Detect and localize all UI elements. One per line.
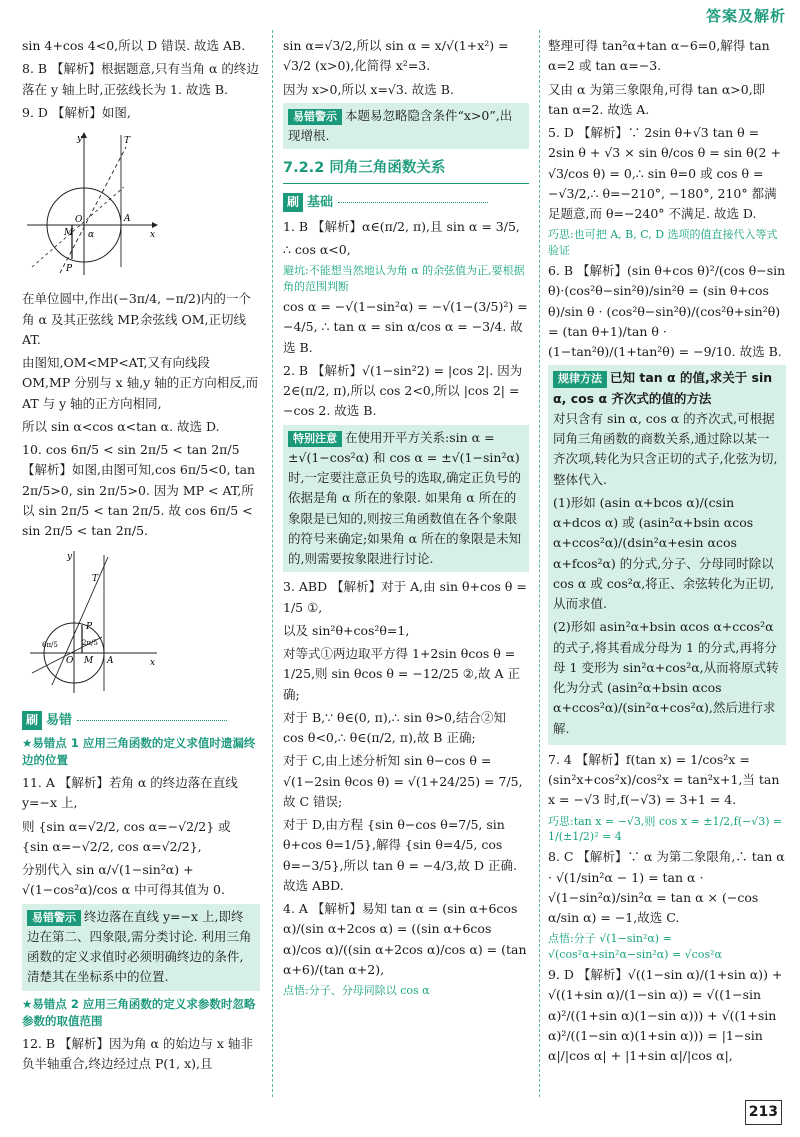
fig2-label: 2π/5 bbox=[82, 639, 98, 648]
answer-7: 7. 4 【解析】f(tan x) = 1/cos²x = (sin²x+cos²x)/cos²x = tan²x+1,当 tan x = −√3 时,f(−√3) = 3+1 = 4. bbox=[548, 751, 780, 808]
fig1-label: P bbox=[66, 264, 73, 274]
column-right bbox=[548, 36, 786, 1107]
answer-10: 10. cos 6π/5 < sin 2π/5 < tan 2π/5 【解析】如图,由图可知,cos 6π/5<0, tan 2π/5>0, sin 2π/5>0. 因为 MP < AT,所以 sin 2π/5 < tan 2π/5. 故 cos 6π/5 < sin 2π/5 < tan 2π/5. bbox=[22, 442, 256, 538]
fig1-label: O bbox=[75, 215, 83, 225]
tip-note: 点悟:分子 √(1−sin²α) = √(cos²α+sin²α−sin²α) = √cos²α bbox=[548, 932, 722, 961]
page-header-title: 答案及解析 bbox=[705, 7, 786, 25]
answer-8: 8. C 【解析】∵ α 为第二象限角,∴ tan α · √(1/sin²α − 1) = tan α · √(1−sin²α)/sin²α = tan α × (−cos α/sin α) = −1,故选 C. bbox=[548, 849, 785, 926]
method-text: 对只含有 sin α, cos α 的齐次式,可根据同角三角函数的商数关系,通过除以某一齐次项,转化为只含正切的式子,化弦为切,整体代入. bbox=[553, 410, 778, 487]
text-line: 因为 x>0,所以 x=√3. 故选 B. bbox=[283, 81, 454, 97]
attention-text: 在使用开平方关系:sin α = ±√(1−cos²α) 和 cos α = ±√(1−sin²α) 时,一定要注意正负号的选取,确定正负号的依据是角 α 所在的象限. 如果角 α 所在的象限是已知的,则按三角函数值在各个象限的符号来确定;如果角 α 所在的象限是未知的,则需要按象限进行讨论. bbox=[288, 429, 522, 567]
dotted-rule bbox=[338, 202, 488, 203]
text-line: 所以 sin α<cos α<tan α. 故选 D. bbox=[22, 418, 220, 434]
attention-box bbox=[283, 425, 529, 573]
answer-4: 4. A 【解析】易知 tan α = (sin α+6cos α)/(sin α+2cos α) = ((sin α+6cos α)/cos α)/((sin α+2cos α)/cos α) = (tan α+6)/(tan α+2), bbox=[283, 901, 527, 977]
answer-2: 2. B 【解析】√(1−sin²2) = |cos 2|. 因为 2∈(π/2, π),所以 cos 2<0,所以 |cos 2| = −cos 2. 故选 B. bbox=[283, 362, 523, 419]
column-divider bbox=[272, 30, 273, 1097]
page-number: 213 bbox=[745, 1100, 782, 1125]
text-line: 对于 D,由方程 {sin θ−cos θ=7/5, sin θ+cos θ=1/5},解得 {sin θ=4/5, cos θ=−3/5},所以 tan θ = −4/3,故 D 正确. 故选 ABD. bbox=[283, 817, 517, 893]
fig2-label: 6π/5 bbox=[42, 641, 58, 650]
section-heading bbox=[22, 710, 260, 731]
text-line: 则 {sin α=√2/2, cos α=−√2/2} 或 {sin α=−√2/2, cos α=√2/2}, bbox=[22, 818, 231, 854]
warning-box bbox=[22, 904, 260, 991]
column-left bbox=[22, 36, 260, 1107]
text-line: sin 4+cos 4<0,所以 D 错误. 故选 AB. bbox=[22, 38, 246, 53]
text-line: 以及 sin²θ+cos²θ=1, bbox=[283, 622, 410, 638]
fig1-label: α bbox=[88, 230, 95, 240]
answer-12: 12. B 【解析】因为角 α 的始边与 x 轴非负半轴重合,终边经过点 P(1, x),且 bbox=[22, 1036, 253, 1072]
method-text: (1)形如 (asin α+bcos α)/(csin α+dcos α) 或 (asin²α+bsin αcos α+ccos²α)/(dsin²α+esin αcos α+fcos²α) 的分式,分子、分母同时除以 cos α 或 cos²α,将正、余弦转化为正切,从而求值. bbox=[553, 494, 775, 612]
text-line: ∴ cos α<0, bbox=[283, 242, 351, 258]
column-divider bbox=[539, 30, 540, 1097]
error-point: ★易错点 1 应用三角函数的定义求值时遗漏终边的位置 bbox=[22, 735, 256, 767]
text-line: cos α = −√(1−sin²α) = −√(1−(3/5)²) = −4/5, ∴ tan α = sin α/cos α = −3/4. 故选 B. bbox=[283, 299, 528, 355]
section-heading bbox=[283, 192, 529, 213]
section-badge: 刷 bbox=[22, 711, 42, 730]
text-line: 分别代入 sin α/√(1−sin²α) + √(1−cos²α)/cos α 中可得其值为 0. bbox=[22, 862, 225, 898]
section-title: 7.2.2 同角三角函数关系 bbox=[283, 157, 529, 183]
method-text: (2)形如 asin²α+bsin αcos α+ccos²α 的式子,将其看成分母为 1 的分式,再将分母 1 变形为 sin²α+cos²α,从而将原式转化为分式 (asin²α+bsin αcos α+ccos²α)/(sin²α+cos²α),然后进行求解. bbox=[553, 619, 779, 736]
tip-note: 巧思:也可把 A, B, C, D 选项的值直接代入等式验证 bbox=[548, 228, 778, 257]
section-title: 基础 bbox=[307, 194, 334, 210]
unit-circle-figure-1 bbox=[22, 127, 260, 283]
fig2-label: O bbox=[66, 656, 74, 667]
section-title: 易错 bbox=[46, 712, 73, 728]
text-line: sin α=√3/2,所以 sin α = x/√(1+x²) = √3/2 (x>0),化简得 x²=3. bbox=[283, 38, 509, 74]
method-box bbox=[548, 365, 786, 745]
warning-text: 本题易忽略隐含条件“x>0”,出现增根. bbox=[288, 107, 513, 143]
fig1-label: M bbox=[64, 228, 74, 238]
fig2-label: T bbox=[92, 574, 99, 585]
text-line: 在单位圆中,作出(−3π/4, −π/2)内的一个角 α 及其正弦线 MP,余弦线 OM,正切线 AT. bbox=[22, 291, 251, 347]
unit-circle-figure-2 bbox=[22, 545, 260, 701]
method-title: 已知 tan α 的值,求关于 sin α, cos α 齐次式的值的方法 bbox=[553, 370, 773, 406]
warning-text: 终边落在直线 y=−x 上,即终边在第二、四象限,需分类讨论. 利用三角函数的定义求值时必须明确终边的条件,清楚其在坐标系中的位置. bbox=[27, 908, 252, 985]
fig2-label: x bbox=[150, 658, 156, 669]
answer-5: 5. D 【解析】∵ 2sin θ+√3 tan θ = 2sin θ + √3 × sin θ/cos θ = sin θ(2 + √3/cos θ) = 0,∴ sin θ=0 或 cos θ = −√3/2,∴ θ=−210°, −180°, 210° 都满足题意,而 θ=−240° 不满足. 故选 D. bbox=[548, 125, 781, 221]
fig2-label: y bbox=[67, 552, 73, 563]
error-point: ★易错点 2 应用三角函数的定义求参数时忽略参数的取值范围 bbox=[22, 996, 256, 1028]
answer-9: 9. D 【解析】√((1−sin α)/(1+sin α)) + √((1+sin α)/(1−sin α)) = √((1−sin α)²/((1+sin α)(1−sin α))) + √((1+sin α)²/((1−sin α)(1+sin α))) = |1−sin α|/|cos α| + |1+sin α|/|cos α|, bbox=[548, 967, 783, 1064]
answer-8: 8. B 【解析】根据题意,只有当角 α 的终边落在 y 轴上时,正弦线长为 1. 故选 B. bbox=[22, 61, 259, 97]
answer-11: 11. A 【解析】若角 α 的终边落在直线 y=−x 上, bbox=[22, 775, 238, 811]
warning-label: 易错警示 bbox=[288, 109, 342, 126]
tip-note: 避坑:不能想当然地认为角 α 的余弦值为正,要根据角的范围判断 bbox=[283, 264, 525, 293]
warning-box bbox=[283, 103, 529, 150]
dotted-rule bbox=[77, 720, 227, 721]
fig1-label: A bbox=[124, 214, 131, 224]
answer-1: 1. B 【解析】α∈(π/2, π),且 sin α = 3/5, bbox=[283, 218, 520, 234]
answer-6: 6. B 【解析】(sin θ+cos θ)²/(cos θ−sin θ)·(cos²θ−sin²θ)/sin²θ = (sin θ+cos θ)/sin θ · (cos²θ−sin²θ)/(cos²θ+sin²θ) = (tan θ+1)/tan θ · (1−tan²θ)/(1+tan²θ) = −9/10. 故选 B. bbox=[548, 263, 786, 360]
warning-label: 易错警示 bbox=[27, 910, 81, 927]
text-line: 对等式①两边取平方得 1+2sin θcos θ = 1/25,则 sin θcos θ = −12/25 ②,故 A 正确; bbox=[283, 646, 520, 702]
text-line: 整理可得 tan²α+tan α−6=0,解得 tan α=2 或 tan α=−3. bbox=[548, 38, 770, 74]
text-line: 对于 C,由上述分析知 sin θ−cos θ = √(1−2sin θcos θ) = √(1+24/25) = 7/5,故 C 错误; bbox=[283, 753, 523, 809]
answer-9: 9. D 【解析】如图, bbox=[22, 104, 131, 120]
fig2-label: M bbox=[84, 656, 94, 667]
column-middle bbox=[283, 36, 529, 1107]
attention-label: 特别注意 bbox=[288, 431, 342, 448]
text-line: 又由 α 为第三象限角,可得 tan α>0,即 tan α=2. 故选 A. bbox=[548, 81, 766, 117]
text-line: 对于 B,∵ θ∈(0, π),∴ sin θ>0,结合②知 cos θ<0,∴ θ∈(π/2, π),故 B 正确; bbox=[283, 709, 506, 746]
fig1-label: T bbox=[124, 136, 131, 146]
fig2-label: A bbox=[107, 656, 114, 667]
fig1-label: x bbox=[150, 230, 156, 240]
fig1-label: y bbox=[77, 134, 83, 144]
tip-note: 巧思:tan x = −√3,则 cos x = ±1/2,f(−√3) = 1/(±1/2)² = 4 bbox=[548, 814, 783, 843]
answer-3: 3. ABD 【解析】对于 A,由 sin θ+cos θ = 1/5 ①, bbox=[283, 579, 527, 615]
tip-note: 点悟:分子、分母同除以 cos α bbox=[283, 984, 430, 998]
section-badge: 刷 bbox=[283, 193, 303, 212]
fig2-label: P bbox=[86, 622, 93, 633]
text-line: 由图知,OM<MP<AT,又有向线段 OM,MP 分别与 x 轴,y 轴的正方向相反,而 AT 与 y 轴的正方向相同, bbox=[22, 355, 259, 411]
method-label: 规律方法 bbox=[553, 371, 607, 388]
